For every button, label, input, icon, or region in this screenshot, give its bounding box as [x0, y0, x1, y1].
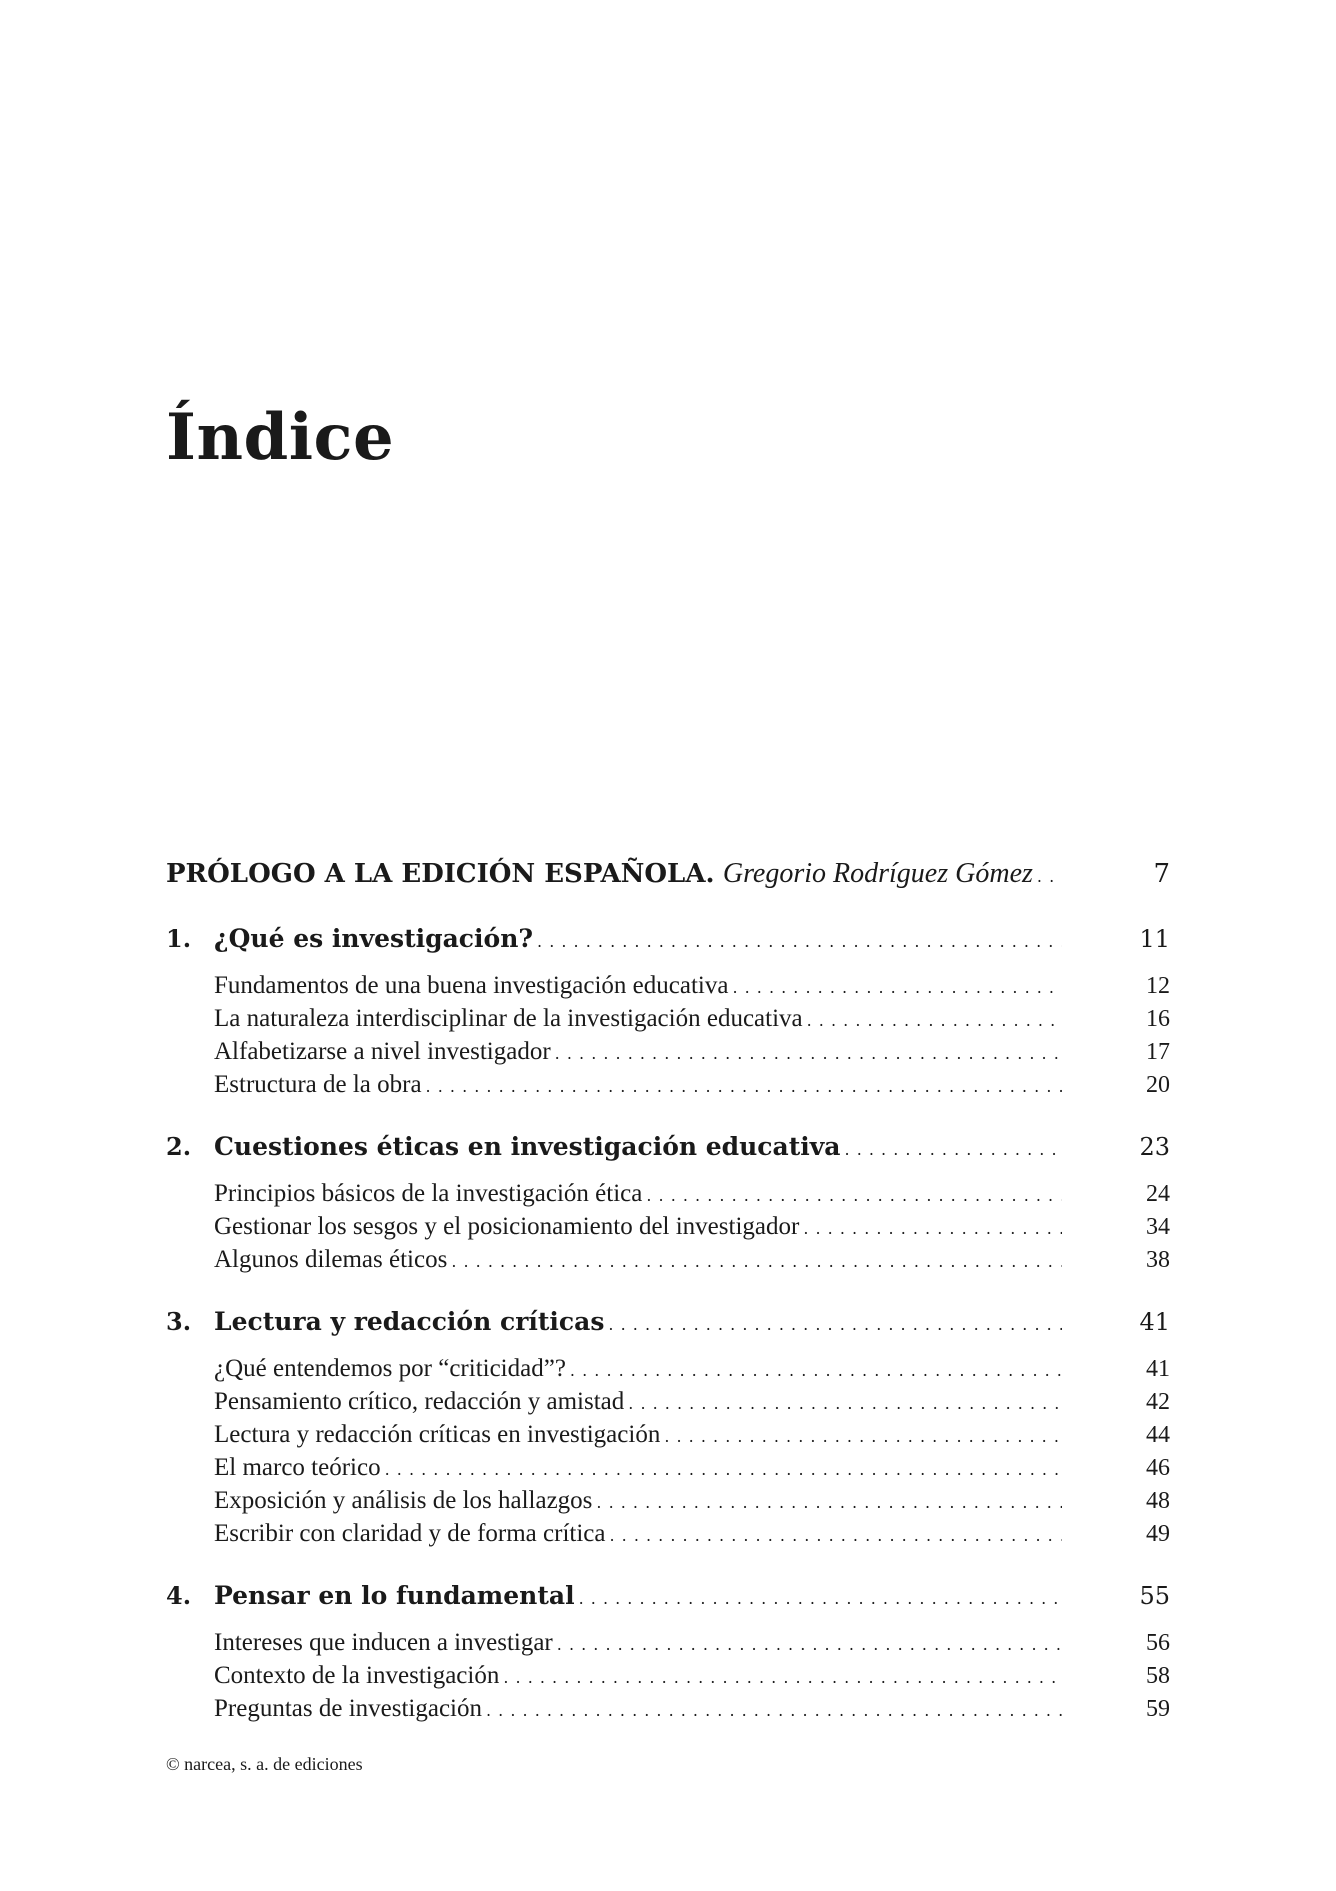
chapter-title: Pensar en lo fundamental [214, 1581, 575, 1610]
dot-leader [664, 1427, 1062, 1446]
dot-leader [609, 1526, 1062, 1545]
chapter-title: Lectura y redacción críticas [214, 1307, 605, 1336]
chapter-title: Cuestiones éticas en investigación educativa [214, 1132, 841, 1161]
dot-leader [557, 1635, 1062, 1654]
page-number: 34 [1146, 1214, 1170, 1240]
toc-entry-section[interactable] [166, 1246, 1170, 1279]
chapter-block [166, 924, 1170, 1104]
dot-leader [732, 978, 1062, 997]
section-title: Exposición y análisis de los hallazgos [214, 1487, 593, 1514]
toc-entry-section[interactable] [166, 1180, 1170, 1213]
section-title: Estructura de la obra [214, 1071, 422, 1098]
page-number: 23 [1139, 1133, 1170, 1161]
toc-entry-chapter[interactable] [166, 1581, 1170, 1621]
toc-entry-section[interactable] [166, 1454, 1170, 1487]
dot-leader [608, 1315, 1062, 1334]
toc-entry-chapter[interactable] [166, 924, 1170, 964]
toc-entry-chapter[interactable] [166, 1307, 1170, 1347]
section-title: Escribir con claridad y de forma crítica [214, 1520, 606, 1547]
page-number: 41 [1139, 1308, 1170, 1336]
page-number: 55 [1139, 1582, 1170, 1610]
section-title: La naturaleza interdisciplinar de la investigación educativa [214, 1005, 803, 1032]
chapter-block [166, 1307, 1170, 1553]
dot-leader [845, 1140, 1062, 1159]
toc-entry-section[interactable] [166, 1005, 1170, 1038]
toc-entry-section[interactable] [166, 1662, 1170, 1695]
section-title: Intereses que inducen a investigar [214, 1629, 553, 1656]
dot-leader [579, 1589, 1062, 1608]
page-number: 42 [1146, 1389, 1170, 1415]
dot-leader [570, 1361, 1062, 1380]
section-title: Principios básicos de la investigación ética [214, 1180, 643, 1207]
toc-entry-section[interactable] [166, 1355, 1170, 1388]
section-title: Pensamiento crítico, redacción y amistad [214, 1388, 625, 1415]
section-title: Gestionar los sesgos y el posicionamiento del investigador [214, 1213, 800, 1240]
dot-leader [385, 1460, 1062, 1479]
section-title: Alfabetizarse a nivel investigador [214, 1038, 551, 1065]
page-title: Índice [166, 400, 395, 475]
page-number: 48 [1146, 1488, 1170, 1514]
toc-entry-section[interactable] [166, 1421, 1170, 1454]
toc-entry-section[interactable] [166, 1695, 1170, 1728]
dot-leader [451, 1252, 1062, 1271]
section-title: Algunos dilemas éticos [214, 1246, 448, 1273]
chapter-title: ¿Qué es investigación? [214, 924, 534, 953]
page-number: 20 [1146, 1072, 1170, 1098]
dot-leader [803, 1219, 1062, 1238]
dot-leader [628, 1394, 1062, 1413]
toc-entry-section[interactable] [166, 1487, 1170, 1520]
toc-entry-section[interactable] [166, 1213, 1170, 1246]
page-number: 58 [1146, 1663, 1170, 1689]
chapter-number: 1. [166, 924, 192, 953]
section-title: Contexto de la investigación [214, 1662, 500, 1689]
page-number: 17 [1146, 1039, 1170, 1065]
toc-entry-section[interactable] [166, 1520, 1170, 1553]
prologue-author: Gregorio Rodríguez Gómez [722, 858, 1033, 889]
section-title: El marco teórico [214, 1454, 381, 1481]
page-number: 56 [1146, 1630, 1170, 1656]
dot-leader [555, 1044, 1062, 1063]
page-number: 24 [1146, 1181, 1170, 1207]
dot-leader [1037, 867, 1062, 886]
section-title: Fundamentos de una buena investigación educativa [214, 972, 729, 999]
prologue-label: PRÓLOGO A LA EDICIÓN ESPAÑOLA. [166, 859, 715, 889]
toc-entry-chapter[interactable] [166, 1132, 1170, 1172]
toc-entry-prologue[interactable] [166, 858, 1170, 902]
page-number: 44 [1146, 1422, 1170, 1448]
toc-entry-section[interactable] [166, 972, 1170, 1005]
toc-entry-section[interactable] [166, 1038, 1170, 1071]
dot-leader [486, 1701, 1062, 1720]
page-number: 7 [1153, 859, 1170, 889]
section-title: ¿Qué entendemos por “criticidad”? [214, 1355, 566, 1382]
dot-leader [646, 1186, 1062, 1205]
page-number: 49 [1146, 1521, 1170, 1547]
dot-leader [503, 1668, 1062, 1687]
dot-leader [426, 1077, 1062, 1096]
dot-leader [537, 932, 1062, 951]
page-number: 11 [1139, 925, 1170, 953]
toc-entry-section[interactable] [166, 1629, 1170, 1662]
chapter-block [166, 1132, 1170, 1279]
page-number: 59 [1146, 1696, 1170, 1722]
dot-leader [807, 1011, 1062, 1030]
table-of-contents [166, 858, 1170, 1756]
page-number: 41 [1146, 1356, 1170, 1382]
copyright-footer: © narcea, s. a. de ediciones [166, 1754, 363, 1774]
page-number: 16 [1146, 1006, 1170, 1032]
chapter-number: 3. [166, 1307, 192, 1336]
section-title: Preguntas de investigación [214, 1695, 482, 1722]
chapter-block [166, 1581, 1170, 1728]
section-title: Lectura y redacción críticas en investigación [214, 1421, 661, 1448]
toc-entry-section[interactable] [166, 1388, 1170, 1421]
toc-entry-section[interactable] [166, 1071, 1170, 1104]
page-number: 38 [1146, 1247, 1170, 1273]
page-number: 12 [1146, 973, 1170, 999]
chapter-number: 2. [166, 1132, 192, 1161]
page-number: 46 [1146, 1455, 1170, 1481]
dot-leader [596, 1493, 1062, 1512]
chapter-number: 4. [166, 1581, 192, 1610]
